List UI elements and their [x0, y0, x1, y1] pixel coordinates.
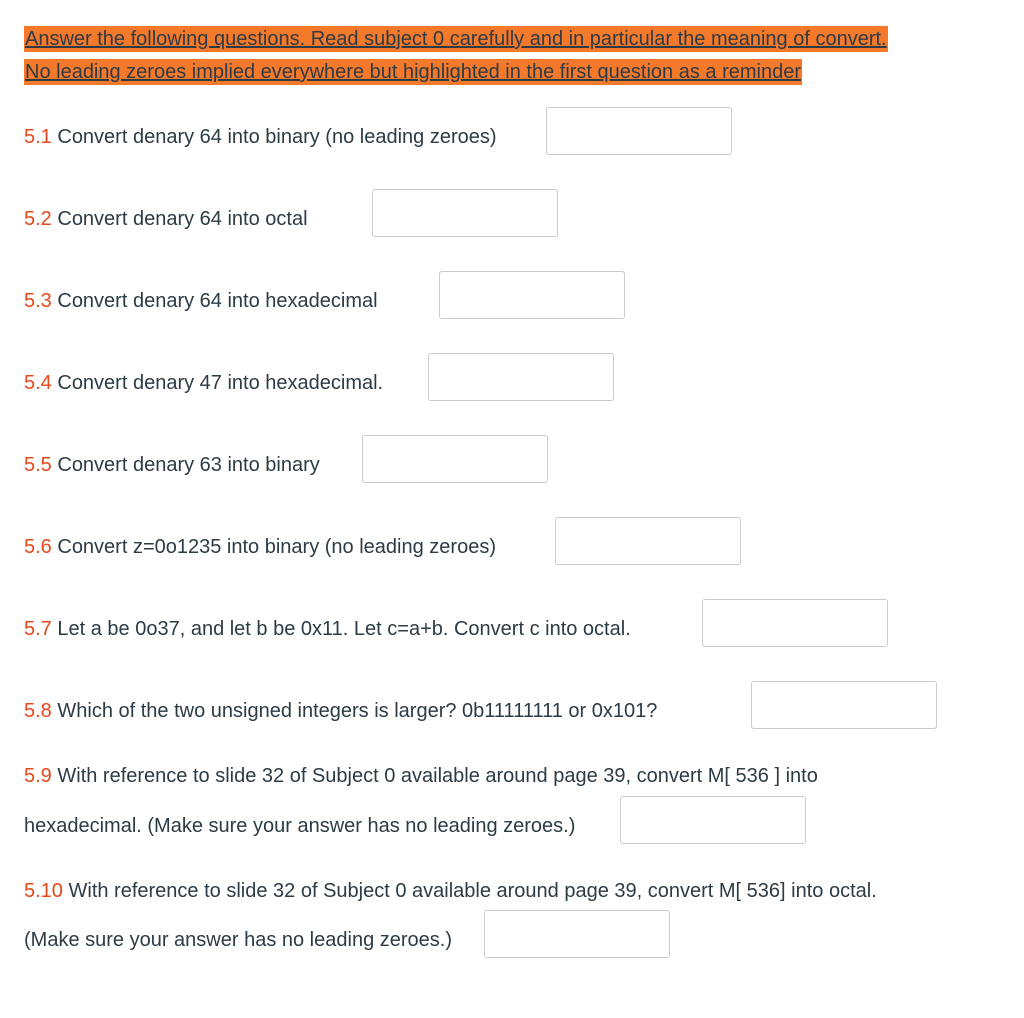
answer-input-5-1[interactable]	[546, 107, 732, 155]
question-number: 5.5	[24, 454, 52, 476]
question-5-9	[24, 763, 818, 789]
question-5-4	[24, 370, 383, 396]
question-number: 5.10	[24, 880, 63, 902]
question-number: 5.8	[24, 700, 52, 722]
question-number: 5.7	[24, 618, 52, 640]
answer-input-5-2[interactable]	[372, 189, 558, 237]
question-5-7	[24, 616, 631, 642]
answer-input-5-9[interactable]	[620, 796, 806, 844]
question-text: Convert denary 64 into hexadecimal	[51, 290, 378, 312]
answer-input-5-4[interactable]	[428, 353, 614, 401]
instructions-line-1: Answer the following questions. Read subject 0 carefully and in particular the meaning of convert.	[25, 28, 887, 50]
question-5-10	[24, 878, 877, 904]
question-number: 5.9	[24, 765, 52, 787]
answer-input-5-6[interactable]	[555, 517, 741, 565]
question-text: With reference to slide 32 of Subject 0 available around page 39, convert M[ 536] into octal.	[62, 880, 877, 902]
instructions-line-2: No leading zeroes implied everywhere but highlighted in the first question as a reminder	[25, 61, 801, 83]
question-5-9-continued: hexadecimal. (Make sure your answer has no leading zeroes.)	[24, 815, 576, 837]
question-5-3	[24, 288, 378, 314]
answer-input-5-7[interactable]	[702, 599, 888, 647]
question-text: Convert denary 63 into binary	[51, 454, 320, 476]
question-5-10-continued: (Make sure your answer has no leading zeroes.)	[24, 929, 452, 951]
question-text: Convert denary 47 into hexadecimal.	[51, 372, 384, 394]
question-text: Convert z=0o1235 into binary (no leading zeroes)	[51, 536, 496, 558]
question-text: Let a be 0o37, and let b be 0x11. Let c=a+b. Convert c into octal.	[51, 618, 631, 640]
answer-input-5-3[interactable]	[439, 271, 625, 319]
question-text: Convert denary 64 into binary (no leading zeroes)	[51, 126, 497, 148]
question-text: Convert denary 64 into octal	[51, 208, 308, 230]
question-number: 5.2	[24, 208, 52, 230]
question-5-6	[24, 534, 496, 560]
question-number: 5.6	[24, 536, 52, 558]
question-text: With reference to slide 32 of Subject 0 available around page 39, convert M[ 536 ] into	[51, 765, 818, 787]
question-5-2	[24, 206, 308, 232]
question-number: 5.3	[24, 290, 52, 312]
question-5-1	[24, 124, 497, 150]
question-text: Which of the two unsigned integers is larger? 0b11111111 or 0x101?	[51, 700, 658, 722]
question-5-8	[24, 698, 657, 724]
question-number: 5.4	[24, 372, 52, 394]
answer-input-5-10[interactable]	[484, 910, 670, 958]
answer-input-5-5[interactable]	[362, 435, 548, 483]
answer-input-5-8[interactable]	[751, 681, 937, 729]
question-number: 5.1	[24, 126, 52, 148]
question-5-5	[24, 452, 320, 478]
